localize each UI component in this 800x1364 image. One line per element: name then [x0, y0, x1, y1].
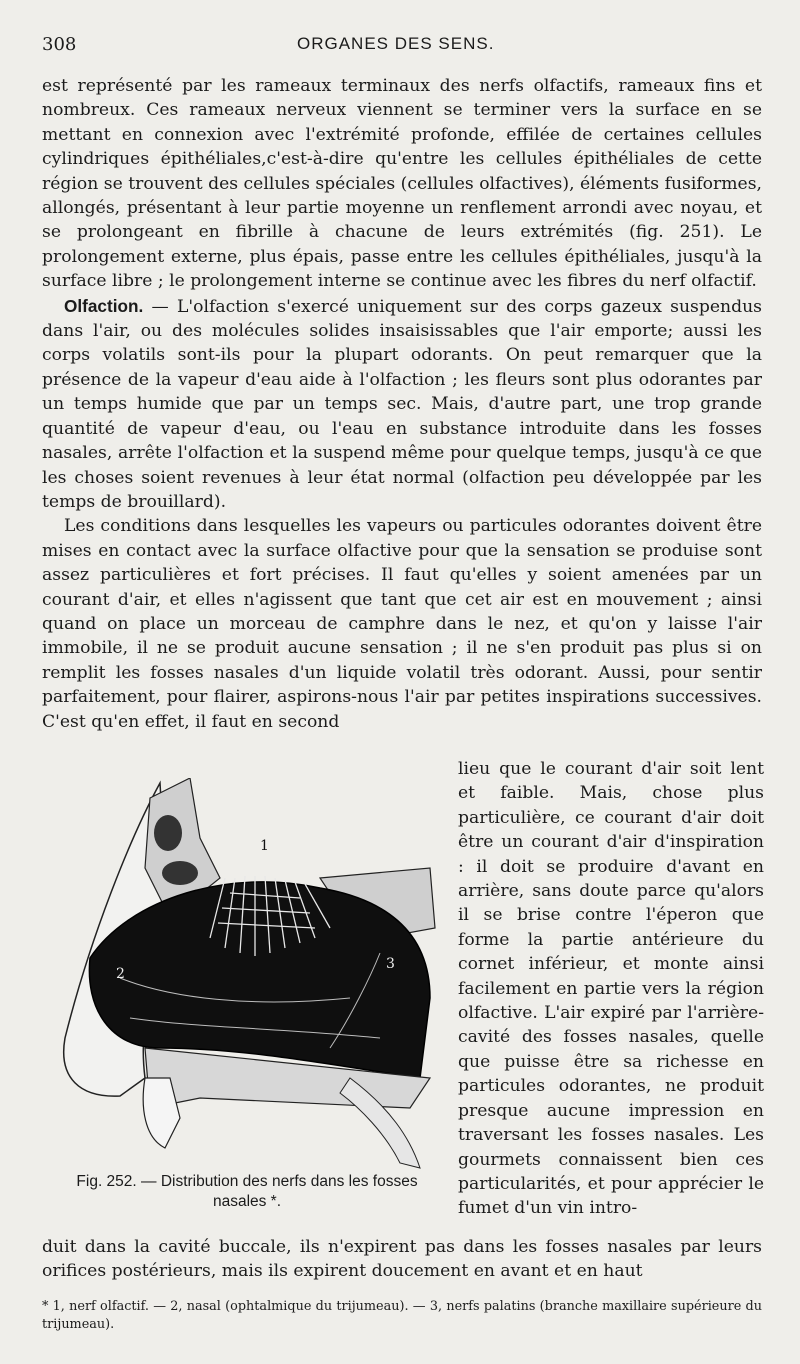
figure-label-1: 1: [260, 838, 269, 854]
sinus-cavity: [154, 815, 182, 851]
paragraph-olfaction-text: — L'olfaction s'exercé uniquement sur des corps gazeux suspendus dans l'air, ou des molécules solides insaisissables que l'air emporte; aussi les corps volatils sont-ils pour la plupart odorants. On peut remarquer que la présence de la vapeur d'eau aide à l'olfaction ; les fleurs sont plus odorantes par un temps humide que par un temps sec. Mais, d'autre part, une trop grande quantité de vapeur d'eau, ou l'eau en substance introduite dans les fosses nasales, arrête l'olfaction et la suspend même pour quelque temps, jusqu'à ce que les choses soient revenues à leur état normal (olfaction peu développée par les temps de brouillard).: [42, 296, 762, 512]
figure-label-3: 3: [386, 956, 395, 972]
figure-nasal-nerves: [50, 778, 440, 1173]
main-text: [42, 74, 762, 734]
paragraph-conditions: Les conditions dans lesquelles les vapeurs ou particules odorantes doivent être mises en contact avec la surface olfactive pour que la sensation se produise sont assez particulières et fort précises. Il faut qu'elles y soient amenées par un courant d'air, et elles n'agissent que tant que cet air est en mouvement ; ainsi quand on place un morceau de camphre dans le nez, et qu'on y laisse l'air immobile, il ne se produit aucune sensation ; il ne s'en produit pas plus si on remplit les fosses nasales d'un liquide volatil très odorant. Aussi, pour sentir parfaitement, pour flairer, aspirons-nous l'air par petites inspirations successives. C'est qu'en effet, il faut en second: [42, 516, 762, 732]
text-beside-figure: lieu que le courant d'air soit lent et faible. Mais, chose plus particulière, ce courant d'air doit être un courant d'air d'inspiration : il doit se produire d'avant en arrière, sans doute parce qu'alors il se brise contre l'éperon que forme la partie antérieure du cornet inférieur, et monte ainsi facilement en partie vers la région olfactive. L'air expiré par l'arrière-cavité des fosses nasales, quelle que puisse être sa richesse en particules odorantes, ne produit presque aucune impression en traversant les fosses nasales. Les gourmets connaissent bien ces particularités, et pour apprécier le fumet d'un vin intro-: [458, 759, 764, 1219]
footnote: * 1, nerf olfactif. — 2, nasal (ophtalmique du trijumeau). — 3, nerfs palatins (branche maxillaire supérieure du trijumeau).: [42, 1299, 762, 1332]
page-number: 308: [42, 34, 77, 55]
paragraph-olfaction: [42, 294, 762, 515]
section-heading-olfaction: Olfaction.: [64, 295, 144, 316]
sinus-cavity: [162, 861, 198, 885]
paragraph-olfactory-cells: est représenté par les rameaux terminaux des nerfs olfactifs, rameaux fins et nombreux. Ces rameaux nerveux viennent se terminer vers la surface en se mettant en connexion avec l'extrémité profonde, effilée de certaines cellules cylindriques épithéliales,c'est-à-dire qu'entre les cellules épithéliales de cette région se trouvent des cellules spéciales (cellules olfactives), éléments fusiformes, allongés, présentant à leur partie moyenne un renflement arrondi avec noyau, et se prolongeant en fibrille à chacune de leurs extrémités (fig. 251). Le prolongement externe, plus épais, passe entre les cellules épithéliales, jusqu'à la surface libre ; le prolongement interne se continue avec les fibres du nerf olfactif.: [42, 76, 763, 292]
text-below-figure: duit dans la cavité buccale, ils n'expirent pas dans les fosses nasales par leurs orifices postérieurs, mais ils expirent doucement en avant et en haut: [42, 1237, 762, 1282]
nasal-cavity-illustration: [50, 778, 440, 1173]
running-title: ORGANES DES SENS.: [297, 34, 495, 53]
figure-label-2: 2: [116, 966, 125, 982]
figure-caption: Fig. 252. — Distribution des nerfs dans les fosses nasales *.: [76, 1173, 418, 1210]
page-header: [42, 34, 762, 64]
